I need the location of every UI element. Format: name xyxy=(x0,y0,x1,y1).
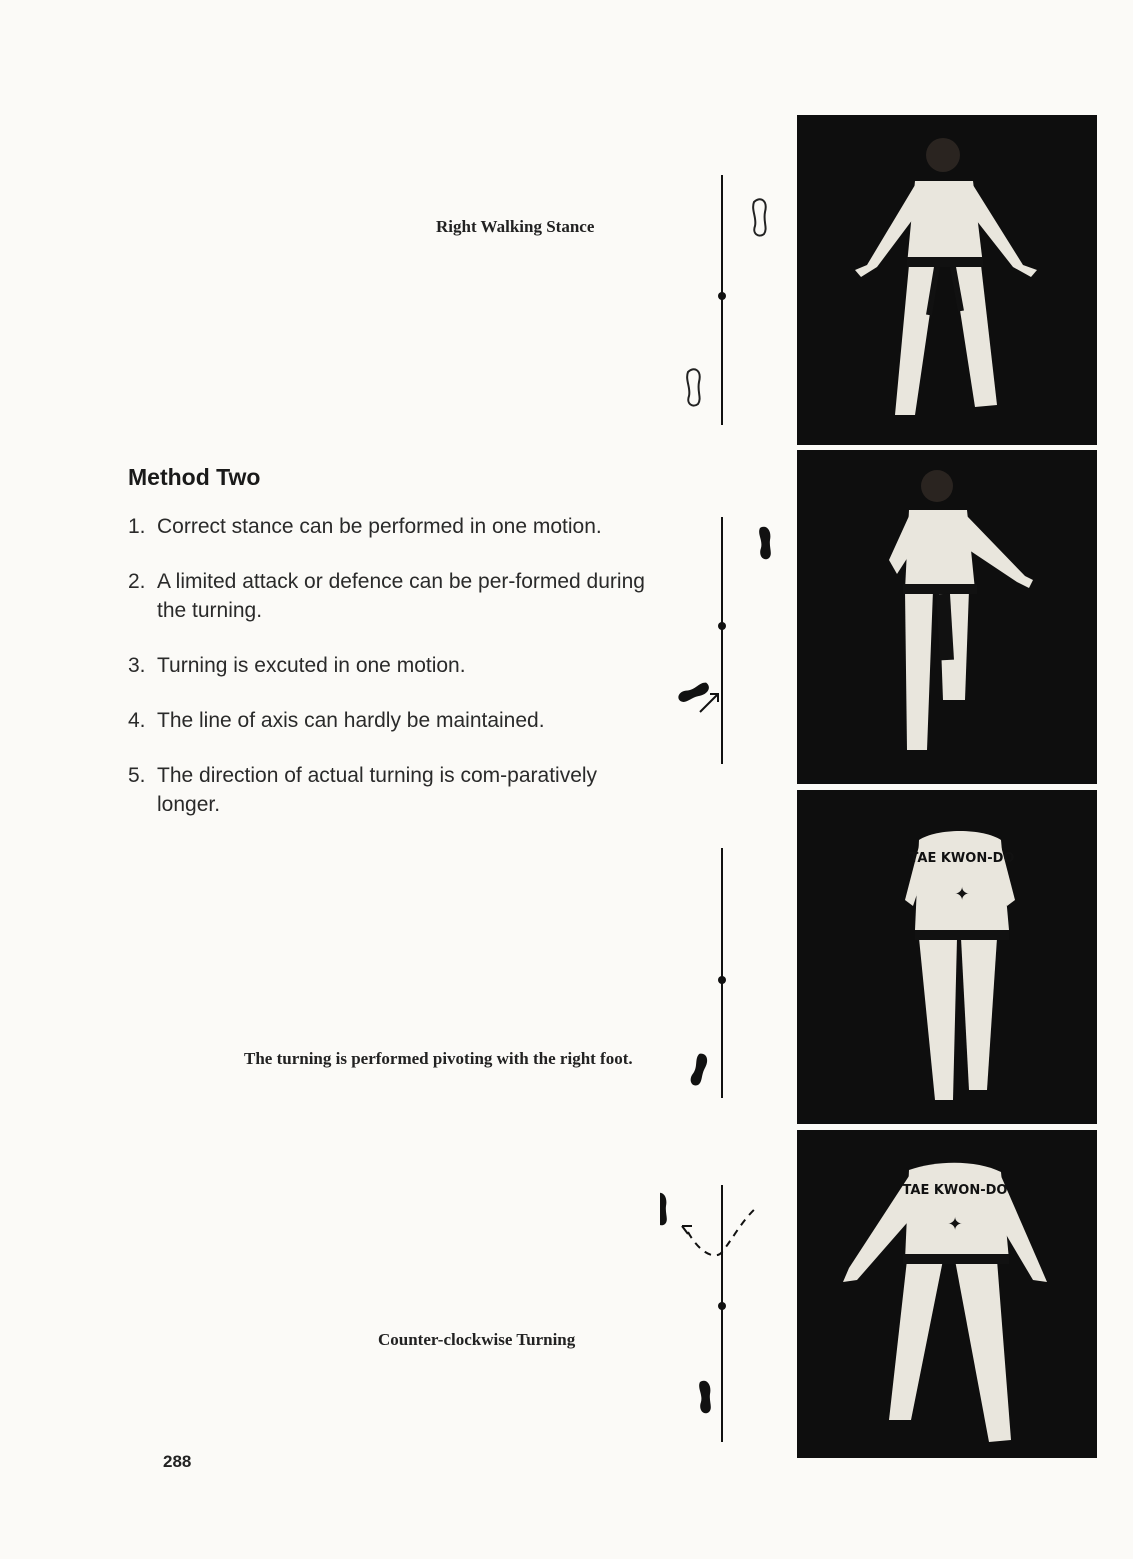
steps-list xyxy=(128,512,648,845)
footprint-icon xyxy=(699,1381,711,1414)
jacket-lettering: TAE KWON-DO xyxy=(909,851,1015,866)
page-number: 288 xyxy=(163,1452,192,1471)
stance-diagram-1 xyxy=(660,170,780,430)
stance-diagram-2 xyxy=(660,512,780,772)
footprint-icon xyxy=(759,527,771,560)
photo-back-wide-view xyxy=(797,1130,1097,1458)
footprint-icon xyxy=(687,369,700,405)
turn-arrow-icon xyxy=(700,694,718,712)
step-number: 1. xyxy=(128,515,146,538)
step-number: 5. xyxy=(128,764,146,787)
caption-pivot-note: The turning is performed pivoting with the right foot. xyxy=(244,1049,633,1068)
photo-front-view xyxy=(797,115,1097,445)
step-number: 3. xyxy=(128,654,146,677)
step-text: Correct stance can be performed in one motion. xyxy=(157,515,602,538)
caption-counter-clockwise-turning: Counter-clockwise Turning xyxy=(378,1330,576,1349)
list-item xyxy=(128,706,648,735)
list-item xyxy=(128,651,648,680)
photo-back-view xyxy=(797,790,1097,1124)
stance-diagram-3 xyxy=(660,846,780,1106)
caption-right-walking-stance: Right Walking Stance xyxy=(436,217,595,236)
footprint-icon xyxy=(676,681,711,703)
step-number: 2. xyxy=(128,570,146,593)
step-text: Turning is excuted in one motion. xyxy=(157,654,466,677)
list-item xyxy=(128,512,648,541)
jacket-lettering: TAE KWON-DO xyxy=(902,1183,1008,1198)
section-heading: Method Two xyxy=(128,464,261,490)
footprint-icon xyxy=(688,1052,710,1087)
step-text: The direction of actual turning is com-paratively longer. xyxy=(157,764,598,816)
photo-turning-view xyxy=(797,450,1097,784)
stance-diagram-4 xyxy=(660,1180,780,1445)
list-item xyxy=(128,761,648,819)
list-item xyxy=(128,567,648,625)
jacket-emblem: ✦ xyxy=(954,884,970,905)
step-text: The line of axis can hardly be maintained. xyxy=(157,709,545,732)
step-number: 4. xyxy=(128,709,146,732)
footprint-icon xyxy=(753,199,766,235)
jacket-emblem: ✦ xyxy=(947,1214,963,1235)
step-text: A limited attack or defence can be per-formed during the turning. xyxy=(157,570,645,622)
footprint-icon xyxy=(660,1193,667,1226)
